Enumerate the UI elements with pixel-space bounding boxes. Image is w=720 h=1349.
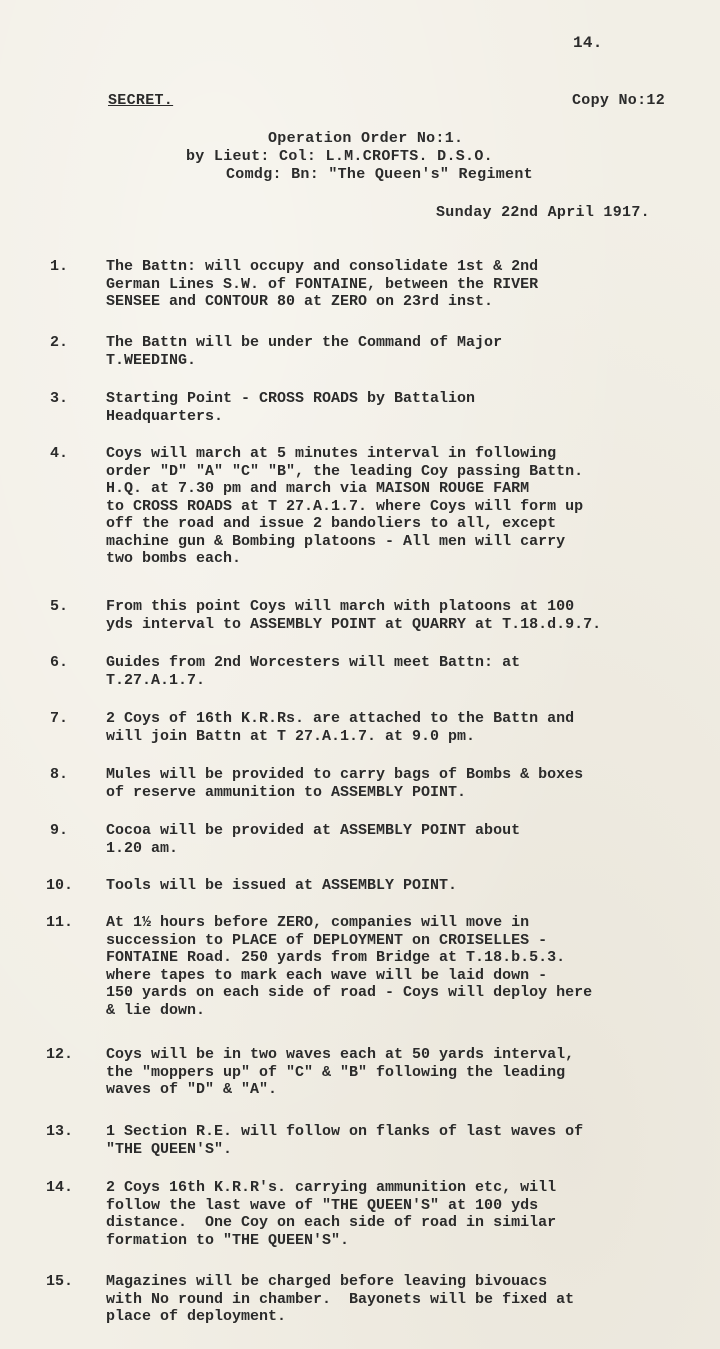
paragraph-number: 11.: [46, 914, 74, 931]
paragraph-number: 10.: [46, 877, 74, 894]
paragraph-number: 3.: [50, 390, 69, 407]
paragraph-number: 7.: [50, 710, 69, 727]
paragraph-line: where tapes to mark each wave will be laid down -: [106, 966, 548, 984]
paragraph-line: At 1½ hours before ZERO, companies will move in: [106, 914, 530, 931]
paragraph-text: [106, 334, 720, 369]
paragraph-line: Mules will be provided to carry bags of Bombs & boxes: [106, 766, 584, 783]
paragraph-line: place of deployment.: [106, 1308, 287, 1325]
paragraph-line: will join Battn at T 27.A.1.7. at 9.0 pm.: [106, 727, 476, 745]
paragraph-line: with No round in chamber. Bayonets will be fixed at: [106, 1290, 575, 1308]
paragraph-text: [106, 445, 720, 568]
classification-label: SECRET.: [108, 92, 174, 109]
paragraph-number: 15.: [46, 1273, 74, 1290]
paragraph-number: 14.: [46, 1179, 74, 1196]
paragraph-line: 1.20 am.: [106, 839, 179, 857]
order-date: Sunday 22nd April 1917.: [436, 204, 650, 221]
paragraph-line: off the road and issue 2 bandoliers to all, except: [106, 515, 557, 532]
paragraph-line: of reserve ammunition to ASSEMBLY POINT.: [106, 783, 467, 801]
copy-number: Copy No:12: [572, 92, 666, 109]
paragraph-text: [106, 654, 720, 689]
paragraph-text: [106, 710, 720, 745]
paragraph-line: H.Q. at 7.30 pm and march via MAISON ROUGE FARM: [106, 480, 530, 497]
paragraph-line: formation to "THE QUEEN'S".: [106, 1231, 350, 1249]
paragraph-line: to CROSS ROADS at T 27.A.1.7. where Coys will form up: [106, 497, 584, 515]
paragraph-line: machine gun & Bombing platoons - All men will carry: [106, 532, 566, 550]
page-number: 14.: [573, 34, 603, 52]
paragraph-line: distance. One Coy on each side of road in similar: [106, 1214, 557, 1231]
paragraph-line: Guides from 2nd Worcesters will meet Battn: at: [106, 654, 521, 671]
paragraph-number: 4.: [50, 445, 69, 462]
paragraph-line: SENSEE and CONTOUR 80 at ZERO on 23rd inst.: [106, 293, 494, 310]
paragraph-line: waves of "D" & "A".: [106, 1081, 278, 1098]
paragraph-line: the "moppers up" of "C" & "B" following the leading: [106, 1063, 566, 1081]
paragraph-line: Tools will be issued at ASSEMBLY POINT.: [106, 877, 458, 894]
paragraph-line: T.27.A.1.7.: [106, 671, 206, 689]
paragraph-line: & lie down.: [106, 1001, 206, 1019]
paragraph-text: [106, 1179, 720, 1249]
paragraph-text: [106, 1123, 720, 1158]
paragraph-number: 12.: [46, 1046, 74, 1063]
paragraph-text: [106, 1273, 720, 1326]
paragraph-number: 2.: [50, 334, 69, 351]
paragraph-line: T.WEEDING.: [106, 351, 197, 369]
paragraph-line: 2 Coys 16th K.R.R's. carrying ammunition etc, will: [106, 1179, 557, 1196]
paragraph-line: "THE QUEEN'S".: [106, 1140, 233, 1158]
paragraph-line: The Battn will be under the Command of Major: [106, 334, 503, 351]
order-author: by Lieut: Col: L.M.CROFTS. D.S.O.: [186, 148, 493, 165]
paragraph-line: Starting Point - CROSS ROADS by Battalion: [106, 390, 476, 407]
paragraph-line: Magazines will be charged before leaving bivouacs: [106, 1273, 548, 1290]
paragraph-line: follow the last wave of "THE QUEEN'S" at 100 yds: [106, 1196, 539, 1214]
paragraph-text: [106, 258, 720, 311]
paragraph-line: order "D" "A" "C" "B", the leading Coy passing Battn.: [106, 462, 584, 480]
paragraph-line: yds interval to ASSEMBLY POINT at QUARRY at T.18.d.9.7.: [106, 615, 602, 633]
paragraph-line: two bombs each.: [106, 550, 242, 567]
order-title: Operation Order No:1.: [268, 130, 464, 147]
paragraph-line: 1 Section R.E. will follow on flanks of last waves of: [106, 1123, 584, 1140]
paragraph-number: 8.: [50, 766, 69, 783]
paragraph-number: 5.: [50, 598, 69, 615]
paragraph-line: From this point Coys will march with platoons at 100: [106, 598, 575, 615]
order-command: Comdg: Bn: "The Queen's" Regiment: [226, 166, 533, 183]
paragraph-line: succession to PLACE of DEPLOYMENT on CROISELLES -: [106, 931, 548, 949]
paragraph-text: [106, 598, 720, 633]
paragraph-line: German Lines S.W. of FONTAINE, between the RIVER: [106, 275, 539, 293]
paragraph-text: [106, 766, 720, 801]
paragraph-line: Cocoa will be provided at ASSEMBLY POINT about: [106, 822, 521, 839]
paragraph-text: [106, 822, 720, 857]
paragraph-number: 13.: [46, 1123, 74, 1140]
paragraph-number: 6.: [50, 654, 69, 671]
paragraph-line: 2 Coys of 16th K.R.Rs. are attached to the Battn and: [106, 710, 575, 727]
paragraph-line: Coys will be in two waves each at 50 yards interval,: [106, 1046, 575, 1063]
paragraph-text: [106, 390, 720, 425]
paragraph-line: Coys will march at 5 minutes interval in following: [106, 445, 557, 462]
paragraph-line: Headquarters.: [106, 407, 224, 425]
paragraph-line: FONTAINE Road. 250 yards from Bridge at T.18.b.5.3.: [106, 949, 566, 966]
paragraph-line: 150 yards on each side of road - Coys will deploy here: [106, 984, 593, 1001]
paragraph-text: [106, 877, 720, 895]
paragraph-text: [106, 914, 720, 1019]
paragraph-number: 9.: [50, 822, 69, 839]
paragraph-number: 1.: [50, 258, 69, 275]
paragraph-text: [106, 1046, 720, 1099]
paragraph-line: The Battn: will occupy and consolidate 1st & 2nd: [106, 258, 539, 275]
